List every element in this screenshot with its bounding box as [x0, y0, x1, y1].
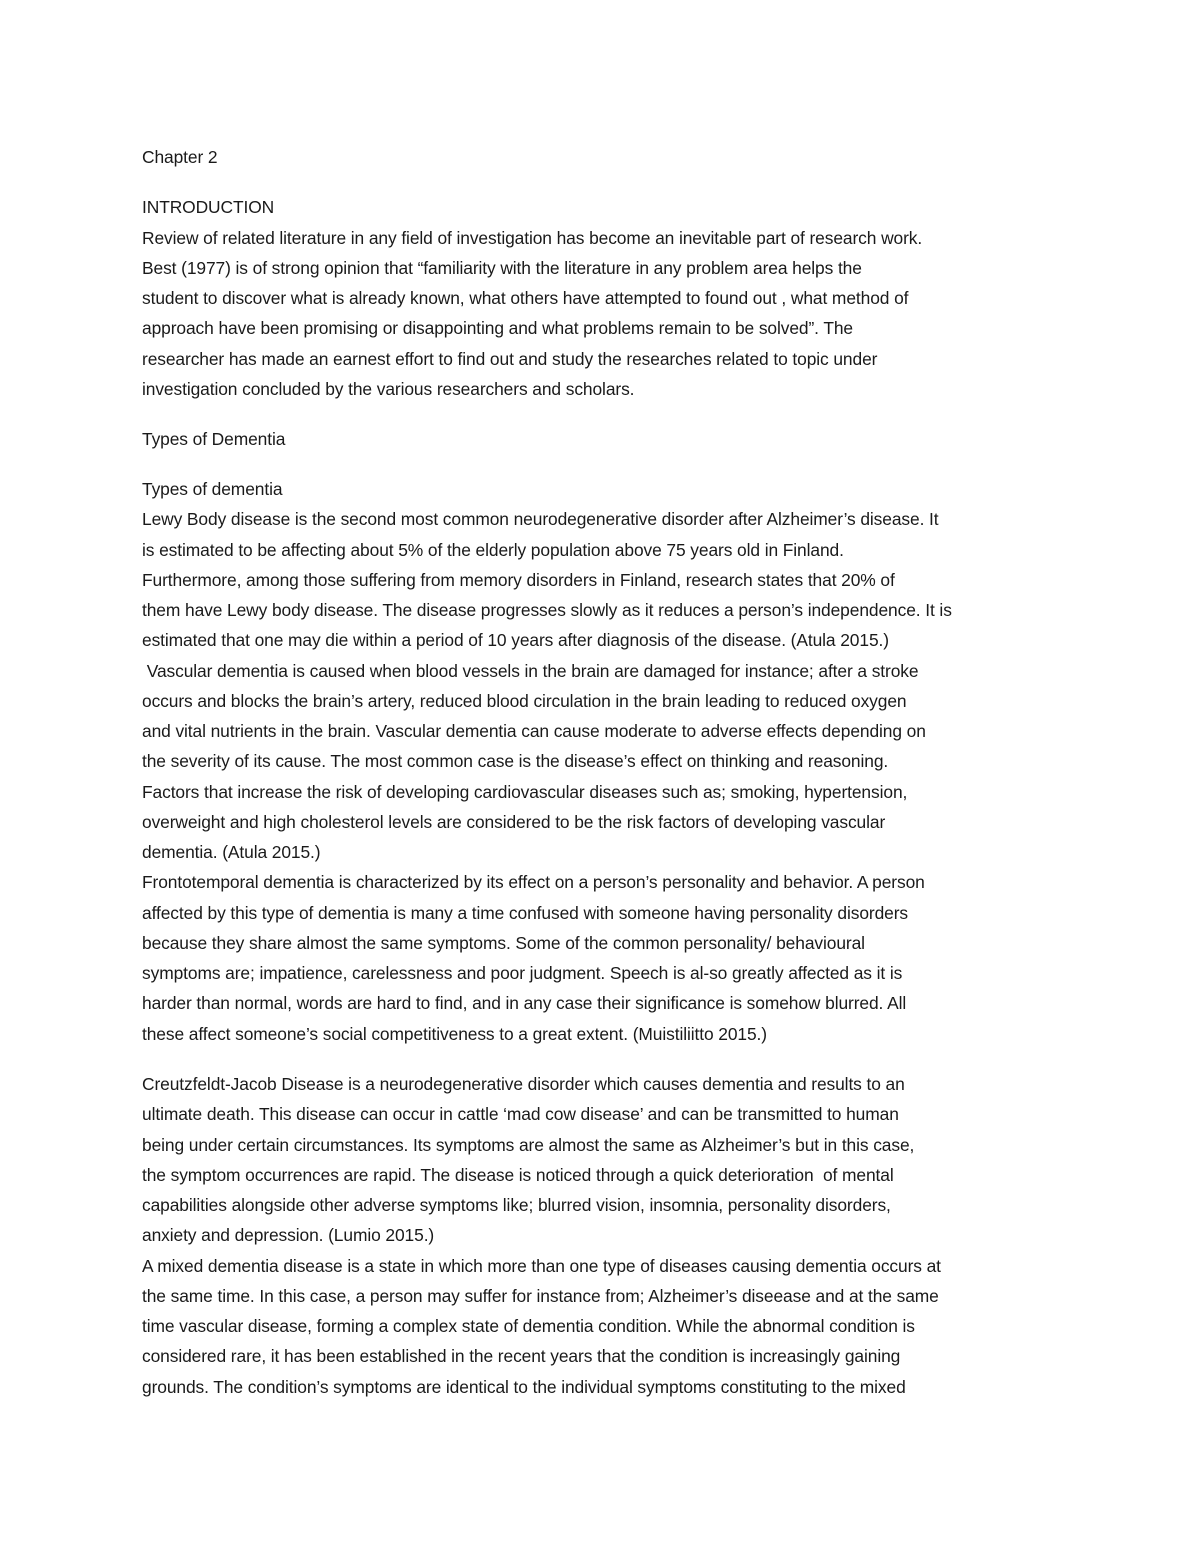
cjd-line: A mixed dementia disease is a state in which more than one type of diseases causing dementia occurs at [142, 1256, 941, 1276]
intro-line: researcher has made an earnest effort to find out and study the researches related to topic under [142, 349, 878, 369]
types-line: affected by this type of dementia is many a time confused with someone having personality disorders [142, 903, 909, 923]
cjd-line: considered rare, it has been established in the recent years that the condition is increasingly gaining [142, 1346, 901, 1366]
types-line: estimated that one may die within a period of 10 years after diagnosis of the disease. (Atula 2015.) [142, 630, 889, 650]
types-line: Furthermore, among those suffering from memory disorders in Finland, research states that 20% of [142, 570, 895, 590]
types-line: is estimated to be affecting about 5% of the elderly population above 75 years old in Finland. [142, 540, 844, 560]
intro-line: investigation concluded by the various researchers and scholars. [142, 379, 635, 399]
intro-line: Best (1977) is of strong opinion that “familiarity with the literature in any problem area helps the [142, 258, 862, 278]
cjd-line: capabilities alongside other adverse symptoms like; blurred vision, insomnia, personality disorders, [142, 1195, 891, 1215]
cjd-line: grounds. The condition’s symptoms are identical to the individual symptoms constituting to the mixed [142, 1377, 906, 1397]
types-line: and vital nutrients in the brain. Vascular dementia can cause moderate to adverse effects depending on [142, 721, 926, 741]
types-subheading: Types of dementia [142, 479, 283, 499]
types-line: them have Lewy body disease. The disease progresses slowly as it reduces a person’s independence. It is [142, 600, 952, 620]
types-line: the severity of its cause. The most common case is the disease’s effect on thinking and reasoning. [142, 751, 889, 771]
intro-line: approach have been promising or disappointing and what problems remain to be solved”. The [142, 318, 853, 338]
cjd-line: being under certain circumstances. Its symptoms are almost the same as Alzheimer’s but in this case, [142, 1135, 915, 1155]
chapter-label: Chapter 2 [142, 147, 218, 167]
types-line: symptoms are; impatience, carelessness and poor judgment. Speech is al-so greatly affected as it is [142, 963, 903, 983]
types-line: Frontotemporal dementia is characterized by its effect on a person’s personality and behavior. A person [142, 872, 925, 892]
types-heading: Types of Dementia [142, 429, 286, 449]
types-line: Factors that increase the risk of developing cardiovascular diseases such as; smoking, hypertension, [142, 782, 908, 802]
intro-line: student to discover what is already known, what others have attempted to found out , what method of [142, 288, 909, 308]
intro-line: Review of related literature in any field of investigation has become an inevitable part of research work. [142, 228, 923, 248]
cjd-line: ultimate death. This disease can occur in cattle ‘mad cow disease’ and can be transmitted to human [142, 1104, 899, 1124]
types-line: harder than normal, words are hard to find, and in any case their significance is somehow blurred. All [142, 993, 907, 1013]
cjd-line: time vascular disease, forming a complex state of dementia condition. While the abnormal condition is [142, 1316, 915, 1336]
cjd-line: the symptom occurrences are rapid. The disease is noticed through a quick deterioration of mental [142, 1165, 894, 1185]
types-line: dementia. (Atula 2015.) [142, 842, 321, 862]
types-line: Lewy Body disease is the second most common neurodegenerative disorder after Alzheimer’s disease. It [142, 509, 939, 529]
types-line: these affect someone’s social competitiveness to a great extent. (Muistiliitto 2015.) [142, 1024, 767, 1044]
cjd-line: the same time. In this case, a person may suffer for instance from; Alzheimer’s diseease and at the same [142, 1286, 939, 1306]
cjd-line: anxiety and depression. (Lumio 2015.) [142, 1225, 435, 1245]
cjd-line: Creutzfeldt-Jacob Disease is a neurodegenerative disorder which causes dementia and results to an [142, 1074, 905, 1094]
types-line: overweight and high cholesterol levels are considered to be the risk factors of developing vascular [142, 812, 886, 832]
types-line: Vascular dementia is caused when blood vessels in the brain are damaged for instance; after a stroke [142, 661, 919, 681]
types-line: occurs and blocks the brain’s artery, reduced blood circulation in the brain leading to reduced oxygen [142, 691, 907, 711]
types-line: because they share almost the same symptoms. Some of the common personality/ behavioural [142, 933, 865, 953]
introduction-heading: INTRODUCTION [142, 197, 275, 217]
